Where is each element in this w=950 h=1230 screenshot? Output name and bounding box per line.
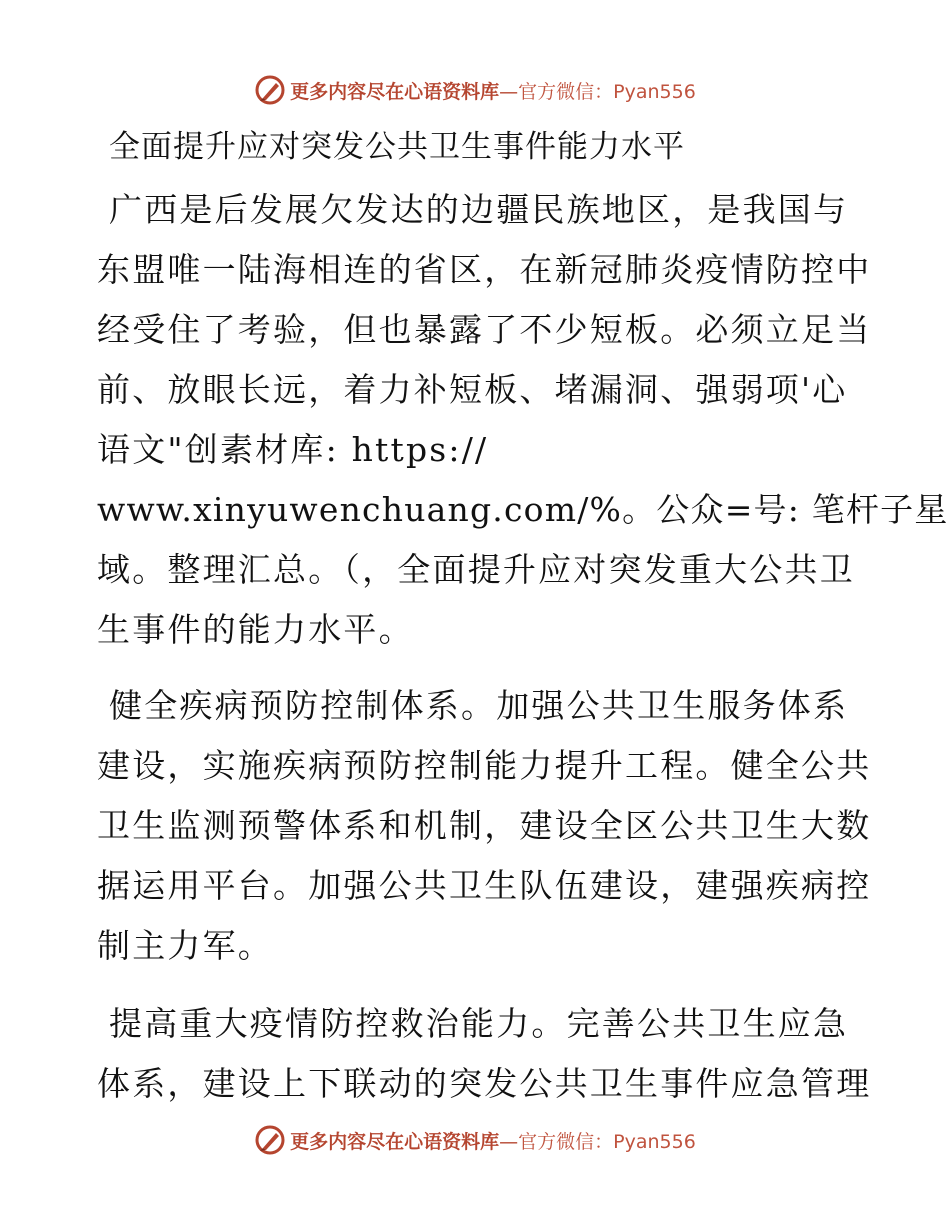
footer-banner-text <box>290 1127 696 1154</box>
paragraph-line: 提高重大疫情防控救治能力。完善公共卫生应急 <box>109 1004 849 1043</box>
header-banner <box>0 70 950 110</box>
paragraph-line: 语文"创素材库: https:// <box>97 430 489 469</box>
header-banner-main: 更多内容尽在心语资料库 <box>290 80 500 103</box>
quill-pen-logo-icon <box>254 74 286 106</box>
footer-banner-dash: — <box>499 1130 519 1153</box>
paragraph-line: 前、放眼长远，着力补短板、堵漏洞、强弱项'心 <box>97 370 848 409</box>
paragraph-2 <box>97 676 872 976</box>
paragraph-line: 健全疾病预防控制体系。加强公共卫生服务体系 <box>109 686 849 725</box>
header-banner-wechat: 官方微信：Pyan556 <box>518 80 696 103</box>
paragraph-line: 建设，实施疾病预防控制能力提升工程。健全公共 <box>97 746 872 785</box>
paragraph-line: 生事件的能力水平。 <box>97 610 414 649</box>
paragraph-3 <box>97 994 872 1114</box>
paragraph-1 <box>97 180 949 660</box>
paragraph-line: www.xinyuwenchuang.com/%。公众=号: 笔杆子星 <box>97 490 949 529</box>
footer-banner-wechat: 官方微信：Pyan556 <box>518 1130 696 1153</box>
paragraph-line: 据运用平台。加强公共卫生队伍建设，建强疾病控 <box>97 866 872 905</box>
paragraph-line: 东盟唯一陆海相连的省区，在新冠肺炎疫情防控中 <box>97 250 872 289</box>
paragraph-line: 体系，建设上下联动的突发公共卫生事件应急管理 <box>97 1064 872 1103</box>
paragraph-line: 域。整理汇总。（，全面提升应对突发重大公共卫 <box>97 550 855 589</box>
paragraph-line: 卫生监测预警体系和机制，建设全区公共卫生大数 <box>97 806 872 845</box>
paragraph-line: 经受住了考验，但也暴露了不少短板。必须立足当 <box>97 310 872 349</box>
footer-banner <box>0 1120 950 1160</box>
footer-banner-main: 更多内容尽在心语资料库 <box>290 1130 500 1153</box>
paragraph-line: 广西是后发展欠发达的边疆民族地区，是我国与 <box>109 190 849 229</box>
header-banner-dash: — <box>499 80 519 103</box>
document-title: 全面提升应对突发公共卫生事件能力水平 <box>109 129 685 165</box>
paragraph-line: 制主力军。 <box>97 926 273 965</box>
header-banner-text <box>290 77 696 104</box>
document-body <box>97 122 949 1132</box>
quill-pen-logo-icon <box>254 1124 286 1156</box>
